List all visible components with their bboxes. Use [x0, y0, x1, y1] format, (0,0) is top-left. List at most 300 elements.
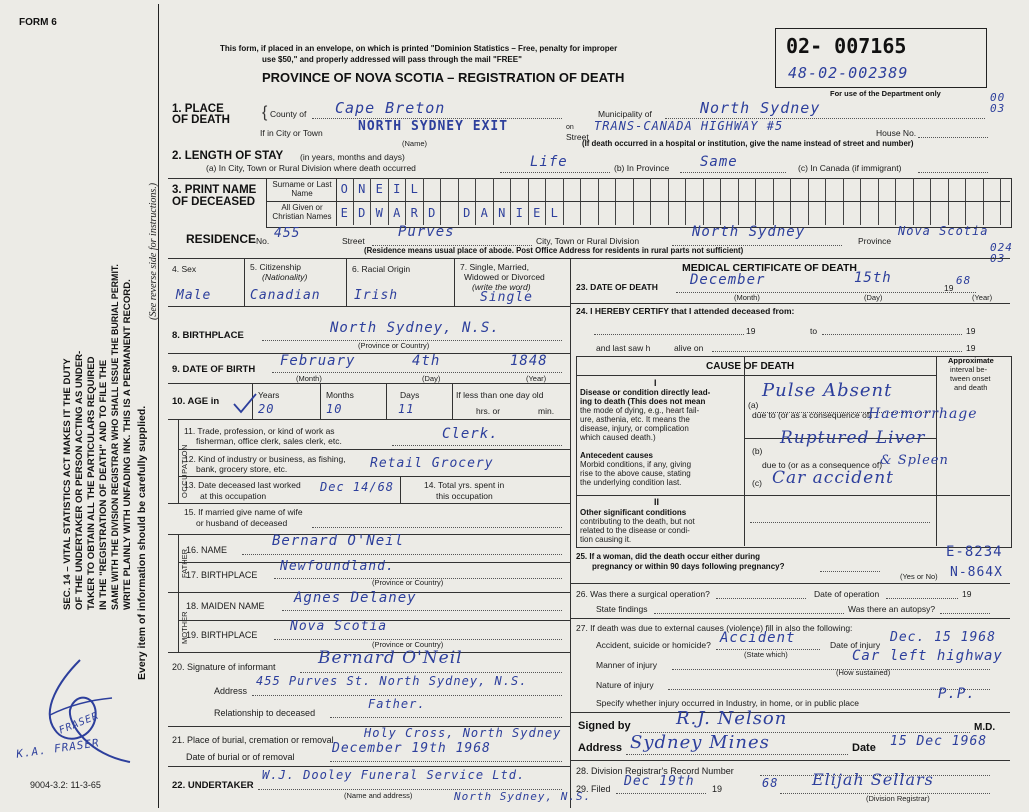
death-day: 15th — [854, 270, 892, 286]
informant-signature-label: 20. Signature of informant — [172, 662, 276, 672]
less-than-day-label: If less than one day old — [456, 390, 544, 400]
surname-letter-cell — [809, 178, 827, 201]
given-letter-cell — [704, 202, 722, 225]
given-letter-cell — [651, 202, 669, 225]
given-letter-cell — [896, 202, 914, 225]
other-conditions-line — [750, 522, 930, 523]
antecedent-label-3: rise to the above cause, stating — [580, 469, 691, 478]
footer-code: 9004-3.2: 11-3-65 — [30, 780, 101, 790]
doctor-date-label: Date — [852, 742, 876, 754]
surname-letter-cell — [459, 178, 477, 201]
doctor-date-value: 15 Dec 1968 — [890, 734, 988, 749]
sidebar-line-7: Every item of information should be carefully supplied. — [136, 405, 148, 680]
cause-interval-divider — [936, 356, 937, 546]
death-month-caption: (Month) — [734, 293, 760, 302]
sidebar-line-4: IN THE "REGISTRATION OF DEATH" AND TO FILE THE — [98, 359, 109, 610]
surname-letter-cell — [651, 178, 669, 201]
mail-notice-line1: This form, if placed in an envelope, on which is printed "Dominion Statistics – Free, penalty for improper — [220, 44, 618, 53]
dob-month-caption: (Month) — [296, 374, 322, 383]
sidebar-line-5: SAME WITH THE DIVISION REGISTRAR WHO SHALL ISSUE THE BURIAL PERMIT. — [110, 264, 120, 610]
surname-letter-cell — [546, 178, 564, 201]
given-letter-cell — [441, 202, 459, 225]
antecedent-label-1: Antecedent causes — [580, 451, 653, 460]
informant-signature-value: Bernard O'Neil — [318, 648, 463, 668]
center-divider — [570, 258, 571, 808]
surname-letter-cell — [511, 178, 529, 201]
specify-injury-label: Specify whether injury occurred in Industry, in home, or in public place — [596, 698, 859, 708]
age-divider-3 — [386, 383, 387, 419]
municipality-value: North Sydney — [700, 99, 821, 117]
birthplace-label: 8. BIRTHPLACE — [172, 330, 244, 341]
sidebar-signature-name: FRASER — [57, 710, 101, 737]
given-letter-cell — [809, 202, 827, 225]
citizenship-label: 5. Citizenship — [250, 262, 302, 272]
due-to-b: due to (or as a consequence of) — [762, 460, 883, 470]
stay-canada-line — [918, 172, 988, 173]
relationship-line — [330, 717, 562, 718]
death-day-caption: (Day) — [864, 293, 883, 302]
name-caption: (Name) — [402, 139, 428, 148]
stay-province-label: (b) In Province — [614, 163, 670, 173]
racial-origin-value: Irish — [354, 288, 399, 303]
pregnancy-code-2: N-864X — [950, 565, 1003, 580]
municipality-label: Municipality of — [598, 109, 652, 119]
date-of-operation-line — [886, 598, 958, 599]
birthplace-caption: (Province or Country) — [358, 341, 430, 350]
surname-letter-cell — [441, 178, 459, 201]
other-conditions-label-3: related to the disease or condi- — [580, 526, 690, 535]
trade-bottom — [178, 449, 570, 450]
given-letter-cell — [879, 202, 897, 225]
burial-bottom — [168, 766, 570, 767]
given-letter-cell: W — [371, 202, 389, 225]
street-value: TRANS-CANADA HIGHWAY #5 — [594, 119, 784, 133]
sex-divider — [244, 258, 245, 306]
direct-cause-label-6: which caused death.) — [580, 433, 656, 442]
undertaker-caption: (Name and address) — [344, 791, 413, 800]
cause-c-label: (c) — [752, 478, 762, 488]
surname-letter-cell — [914, 178, 932, 201]
undertaker-address: North Sydney, N.S. — [454, 790, 592, 803]
doctor-address-value: Sydney Mines — [630, 732, 770, 753]
manner-of-injury-line — [672, 669, 990, 670]
mother-side-divider — [178, 592, 179, 652]
stay-province-value: Same — [700, 154, 738, 170]
last-worked-label-2: at this occupation — [200, 491, 267, 501]
years-spent-label-1: 14. Total yrs. spent in — [424, 480, 505, 490]
surname-letter-cell — [984, 178, 1002, 201]
dob-year: 1848 — [510, 353, 548, 369]
death-year: 68 — [956, 274, 972, 287]
last-worked-label-1: 13. Date deceased last worked — [184, 480, 301, 490]
alive-on-nineteen: 19 — [966, 343, 976, 353]
corner-code: 00 03 — [990, 91, 1006, 115]
attended-to-nineteen: 19 — [966, 326, 976, 336]
residence-note: (Residence means usual place of abode. Post Office Address for residents in rural parts not sufficient) — [364, 246, 744, 255]
print-name-label: 3. PRINT NAME OF DECEASED — [172, 184, 257, 208]
given-letter-cell — [861, 202, 879, 225]
given-letter-cell — [826, 202, 844, 225]
signed-by-label: Signed by — [578, 720, 631, 732]
age-label: 10. AGE in — [172, 396, 220, 407]
death-year-caption: (Year) — [972, 293, 993, 302]
direct-cause-label-5: disease, injury, or complication — [580, 424, 689, 433]
mother-birthplace-caption: (Province or Country) — [372, 640, 444, 649]
cause-b-label: (b) — [752, 446, 763, 456]
how-sustained-caption: (How sustained) — [836, 668, 891, 677]
mother-maiden-line — [282, 610, 562, 611]
occupation-side-divider — [178, 419, 179, 503]
surname-letter-cell — [826, 178, 844, 201]
age-years-label: Years — [258, 390, 280, 400]
street-label: Street — [566, 132, 589, 142]
father-side-label: FATHER — [180, 548, 189, 578]
death-month: December — [690, 272, 766, 288]
interval-header-4: and death — [954, 383, 988, 392]
state-which-caption: (State which) — [744, 650, 788, 659]
dob-year-caption: (Year) — [526, 374, 547, 383]
residence-city-label: City, Town or Rural Division — [536, 236, 640, 246]
given-letter-cell — [564, 202, 582, 225]
cause-part-1-numeral: I — [654, 378, 657, 388]
occupation-bottom — [168, 503, 570, 504]
county-label: County of — [270, 109, 307, 119]
residence-street-label: Street — [342, 236, 365, 246]
residence-street-value: Purves — [398, 224, 455, 240]
given-letter-cell: D — [354, 202, 372, 225]
division-registrar-caption: (Division Registrar) — [866, 794, 930, 803]
surname-letter-cell — [686, 178, 704, 201]
surname-letter-cell — [949, 178, 967, 201]
father-name-line — [242, 554, 562, 555]
q27-bottom — [570, 712, 1010, 713]
date-of-operation-label: Date of operation — [814, 589, 880, 599]
attended-to-line — [822, 334, 962, 335]
surname-letter-cell — [774, 178, 792, 201]
filed-label: 29. Filed — [576, 784, 611, 794]
date-of-death-line — [676, 292, 976, 293]
given-letter-cell: E — [529, 202, 547, 225]
age-divider-2 — [320, 383, 321, 419]
surname-letter-cell — [669, 178, 687, 201]
surname-letter-cell: E — [371, 178, 389, 201]
residence-province-label: Province — [858, 236, 892, 246]
mother-maiden-label: 18. MAIDEN NAME — [186, 601, 265, 611]
accident-label: Accident, suicide or homicide? — [596, 640, 711, 650]
antecedent-bottom — [576, 495, 1010, 496]
registration-number: 02- 007165 — [786, 34, 907, 58]
cause-a-label: (a) — [748, 400, 759, 410]
certify-label: 24. I HEREBY CERTIFY that I attended deceased from: — [576, 306, 795, 316]
given-letter-cell: R — [406, 202, 424, 225]
racial-origin-label: 6. Racial Origin — [352, 264, 411, 274]
cause-a2-value: Haemorrhage — [868, 406, 978, 422]
father-birthplace-label: 17. BIRTHPLACE — [186, 570, 258, 580]
attended-from-nineteen: 19 — [746, 326, 756, 336]
last-saw-label: and last saw h — [596, 343, 651, 353]
q25-bottom — [570, 583, 1010, 584]
division-registrar-value: Elijah Sellars — [812, 770, 934, 789]
other-conditions-label-2: contributing to the death, but not — [580, 517, 695, 526]
given-letter-cell: I — [511, 202, 529, 225]
filed-nineteen: 19 — [712, 784, 723, 794]
trade-line — [392, 445, 562, 446]
father-birthplace-caption: (Province or Country) — [372, 578, 444, 587]
surname-letter-cell — [721, 178, 739, 201]
dob-bottom — [168, 383, 570, 384]
pregnancy-question-1: 25. If a woman, did the death occur either during — [576, 552, 761, 561]
given-letter-cell: A — [389, 202, 407, 225]
antecedent-label-2: Morbid conditions, if any, giving — [580, 460, 692, 469]
given-letter-cell: A — [476, 202, 494, 225]
on-label: on — [566, 124, 574, 131]
house-number-label: House No. — [876, 128, 917, 138]
burial-place-value: Holy Cross, North Sydney — [364, 726, 562, 740]
burial-date-line — [330, 761, 562, 762]
father-name-label: 16. NAME — [186, 545, 228, 555]
q26-bottom — [570, 618, 1010, 619]
sidebar-line-6: WRITE PLAINLY WITH UNFADING INK. THIS IS A PERMANENT RECORD. — [122, 279, 133, 610]
given-letter-cell: D — [459, 202, 477, 225]
surname-letter-cell: N — [354, 178, 372, 201]
cause-a-value: Pulse Absent — [762, 380, 893, 401]
place-brace: { — [262, 104, 268, 121]
autopsy-line — [940, 613, 990, 614]
form-number: FORM 6 — [19, 17, 57, 28]
cause-b-value: Ruptured Liver — [780, 428, 926, 448]
given-letter-cell — [721, 202, 739, 225]
form-title: PROVINCE OF NOVA SCOTIA – REGISTRATION OF DEATH — [262, 70, 625, 85]
filed-date-value: Dec 19th — [624, 774, 695, 789]
given-letter-cell — [581, 202, 599, 225]
surname-letter-cell — [634, 178, 652, 201]
given-letter-cell — [984, 202, 1002, 225]
surname-letter-cell — [529, 178, 547, 201]
hours-label: hrs. or — [476, 406, 501, 416]
pregnancy-answer-line — [820, 571, 880, 572]
injury-date-label: Date of injury — [830, 640, 881, 650]
undertaker-value: W.J. Dooley Funeral Service Ltd. — [262, 768, 526, 782]
state-findings-label: State findings — [596, 604, 648, 614]
direct-cause-label-4: ure, asthenia, etc. It means the — [580, 415, 690, 424]
surname-letter-cell — [756, 178, 774, 201]
sidebar-line-1: SEC. 14 – VITAL STATISTICS ACT MAKES IT THE DUTY — [62, 358, 73, 610]
accident-value: Accident — [720, 630, 796, 646]
mother-birthplace-value: Nova Scotia — [290, 619, 388, 634]
father-birthplace-value: Newfoundland. — [280, 559, 395, 574]
external-causes-label: 27. If death was due to external causes (violence) fill in also the following: — [576, 623, 853, 633]
pregnancy-question-2: pregnancy or within 90 days following pregnancy? — [592, 562, 785, 571]
place-of-death-label: 1. PLACE OF DEATH — [172, 103, 230, 126]
surname-letter-cell — [931, 178, 949, 201]
sidebar-line-3: TAKER TO OBTAIN ALL THE PARTICULARS REQUIRED — [86, 356, 97, 610]
cause-b2-value: & Spleen — [880, 453, 949, 468]
surname-letter-cell — [704, 178, 722, 201]
residence-no-value: 455 — [274, 226, 301, 241]
hospital-note: (If death occurred in a hospital or institution, give the name instead of street and number) — [582, 139, 914, 148]
length-of-stay-sub: (in years, months and days) — [300, 152, 405, 162]
stay-canada-label: (c) In Canada (if immigrant) — [798, 163, 902, 173]
specify-injury-value: P.P. — [938, 686, 976, 702]
date-of-operation-nineteen: 19 — [962, 589, 972, 599]
interval-header-3: tween onset — [950, 374, 991, 383]
age-checkmark — [232, 392, 258, 416]
residence-code: 024 03 — [990, 241, 1013, 265]
undertaker-label: 22. UNDERTAKER — [172, 780, 254, 791]
surname-letter-cell: O — [336, 178, 354, 201]
md-label: M.D. — [974, 722, 996, 733]
informant-address-value: 455 Purves St. North Sydney, N.S. — [256, 674, 528, 688]
surname-letter-cell — [966, 178, 984, 201]
surname-letter-cell — [616, 178, 634, 201]
stay-city-value: Life — [530, 154, 568, 170]
mother-maiden-value: Agnes Delaney — [294, 590, 417, 606]
surgical-operation-line — [716, 598, 806, 599]
years-spent-label-2: this occupation — [436, 491, 493, 501]
burial-place-label: 21. Place of burial, cremation or removal — [172, 735, 334, 745]
given-letter-cell — [669, 202, 687, 225]
sidebar-line-8: (See reverse side for instructions.) — [148, 182, 159, 320]
surname-label: Surname or Last Name — [272, 180, 332, 198]
given-letter-cell: N — [494, 202, 512, 225]
marital-label-2: Widowed or Divorced — [464, 272, 545, 282]
surgical-operation-label: 26. Was there a surgical operation? — [576, 589, 710, 599]
trade-value: Clerk. — [442, 426, 499, 442]
direct-cause-label-1: Disease or condition directly lead- — [580, 388, 711, 397]
age-months-label: Months — [326, 390, 354, 400]
spouse-label-2: or husband of deceased — [196, 518, 288, 528]
sex-label: 4. Sex — [172, 264, 197, 274]
doctor-address-label: Address — [578, 742, 623, 754]
pregnancy-code-1: E-8234 — [946, 544, 1003, 560]
given-letter-cell — [914, 202, 932, 225]
signed-by-value: R.J. Nelson — [676, 708, 788, 729]
city-town-label: If in City or Town — [260, 128, 323, 138]
other-conditions-label-1: Other significant conditions — [580, 508, 687, 517]
sidebar-line-2: OF THE UNDERTAKER OR PERSON ACTING AS UNDER- — [74, 350, 85, 610]
cause-header-bottom — [576, 375, 936, 376]
sidebar-signature-initials: K.A. FRASER — [15, 736, 101, 761]
surname-letter-cell: L — [406, 178, 424, 201]
due-to-a: due to (or as a consequence of) — [752, 410, 873, 420]
given-letter-cell — [949, 202, 967, 225]
dob-month: February — [280, 353, 356, 369]
industry-label-1: 12. Kind of industry or business, as fishing, — [184, 454, 346, 464]
grid-top-line — [168, 258, 1010, 259]
medical-certificate-header: MEDICAL CERTIFICATE OF DEATH — [682, 262, 857, 274]
dob-line — [272, 372, 562, 373]
surname-letter-cell — [494, 178, 512, 201]
occupation-side-label: OCCUPATION — [180, 444, 189, 498]
age-divider-4 — [452, 383, 453, 419]
age-days-value: 11 — [398, 402, 415, 416]
father-name-value: Bernard O'Neil — [272, 533, 405, 549]
informant-signature-line — [300, 672, 562, 673]
racial-divider — [454, 258, 455, 306]
given-letter-cell — [686, 202, 704, 225]
marital-label-3: (write the word) — [472, 282, 531, 292]
date-of-death-label: 23. DATE OF DEATH — [576, 282, 658, 292]
department-use-note: For use of the Department only — [830, 89, 941, 98]
surname-letter-cell: I — [389, 178, 407, 201]
interval-header-2: interval be- — [950, 365, 988, 374]
given-names-label: All Given or Christian Names — [272, 203, 332, 221]
mother-side-label: MOTHER — [180, 611, 189, 644]
birthplace-value: North Sydney, N.S. — [330, 320, 500, 336]
relationship-value: Father. — [368, 697, 426, 711]
dob-day: 4th — [412, 353, 441, 369]
given-letter-cell: D — [424, 202, 442, 225]
given-letter-cell — [739, 202, 757, 225]
registrar-record-label: 28. Division Registrar's Record Number — [576, 766, 734, 776]
surname-letter-cell — [844, 178, 862, 201]
given-letter-cell — [634, 202, 652, 225]
nature-of-injury-label: Nature of injury — [596, 680, 654, 690]
age-months-value: 10 — [326, 402, 343, 416]
father-side-divider — [178, 534, 179, 592]
surname-letter-cell — [791, 178, 809, 201]
manner-of-injury-value: Car left highway — [852, 648, 1003, 664]
given-letter-cell — [756, 202, 774, 225]
other-conditions-label-4: tion causing it. — [580, 535, 632, 544]
trade-label-2: fisherman, office clerk, sales clerk, etc. — [196, 436, 342, 446]
last-worked-value: Dec 14/68 — [320, 480, 395, 494]
surname-letter-cell — [599, 178, 617, 201]
date-of-death-bottom — [570, 303, 1010, 304]
cause-of-death-header: CAUSE OF DEATH — [706, 361, 795, 372]
citizenship-sub: (Nationality) — [262, 272, 308, 282]
industry-bottom — [178, 476, 570, 477]
informant-address-line — [252, 695, 562, 696]
industry-label-2: bank, grocery store, etc. — [196, 464, 288, 474]
spouse-line — [312, 527, 562, 528]
signed-bottom — [570, 760, 1010, 761]
residence-province-value: Nova Scotia — [898, 224, 989, 238]
registration-number-handwritten: 48-02-002389 — [788, 64, 909, 82]
burial-date-label: Date of burial or of removal — [186, 752, 295, 762]
direct-cause-label-2: ing to death (This does not mean — [580, 397, 706, 406]
industry-value: Retail Grocery — [370, 456, 494, 471]
filed-year: 68 — [762, 776, 779, 790]
dob-day-caption: (Day) — [422, 374, 441, 383]
burial-date-value: December 19th 1968 — [332, 741, 491, 756]
age-bottom — [168, 419, 570, 420]
mother-birthplace-label: 19. BIRTHPLACE — [186, 630, 258, 640]
surname-letter-cell — [896, 178, 914, 201]
surname-letter-cell — [739, 178, 757, 201]
doctor-address-line — [626, 754, 848, 755]
relationship-label: Relationship to deceased — [214, 708, 316, 718]
sex-value: Male — [176, 288, 212, 303]
injury-date-value: Dec. 15 1968 — [890, 630, 996, 645]
city-town-value: NORTH SYDNEY EXIT — [358, 119, 509, 134]
house-number-line — [918, 137, 988, 138]
given-letter-cell — [931, 202, 949, 225]
given-letter-cell: E — [336, 202, 354, 225]
personal-row-bottom — [168, 306, 570, 307]
antecedent-label-4: the underlying condition last. — [580, 478, 682, 487]
citizenship-value: Canadian — [250, 288, 321, 303]
attended-to-label: to — [810, 326, 818, 336]
cause-part-2-numeral: II — [654, 497, 660, 507]
direct-cause-label-3: the mode of dying, e.g., heart fail- — [580, 406, 700, 415]
stay-province-line — [680, 172, 786, 173]
spouse-label-1: 15. If married give name of wife — [184, 507, 303, 517]
alive-on-line — [712, 351, 962, 352]
given-letter-cell — [966, 202, 984, 225]
marital-value: Single — [480, 290, 533, 305]
minutes-label: min. — [538, 406, 555, 416]
